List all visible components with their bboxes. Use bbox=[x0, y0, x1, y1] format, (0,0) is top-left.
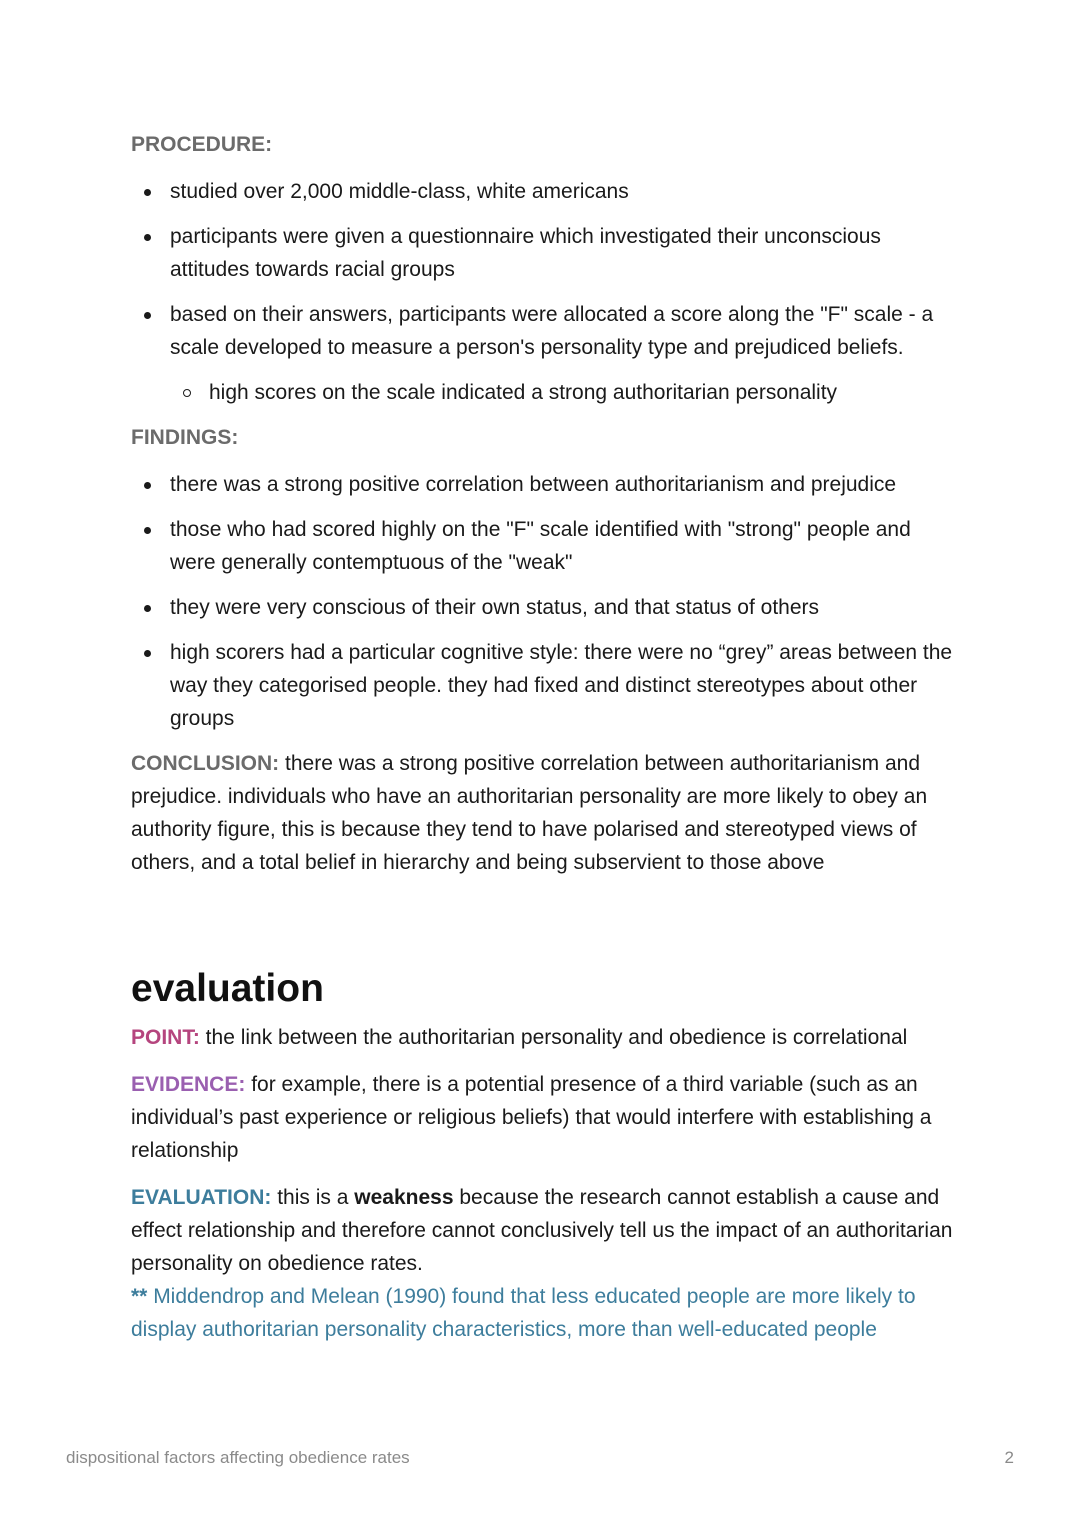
evidence-text: for example, there is a potential presence of a third variable (such as an individual’s past experience or religious beliefs) that would interfere with establishing a relationship bbox=[131, 1073, 932, 1162]
conclusion-paragraph bbox=[131, 747, 961, 879]
list-item: there was a strong positive correlation between authoritarianism and prejudice bbox=[131, 468, 961, 501]
point-paragraph bbox=[131, 1021, 961, 1054]
list-item bbox=[131, 298, 961, 409]
procedure-list bbox=[131, 175, 961, 409]
conclusion-text: there was a strong positive correlation between authoritarianism and prejudice. individuals who have an authoritarian personality are more likely to obey an authority figure, this is because they tend to have polarised and stereotyped views of others, and a total belief in hierarchy and being subservient to those above bbox=[131, 752, 928, 874]
list-item: they were very conscious of their own status, and that status of others bbox=[131, 591, 961, 624]
point-label: POINT: bbox=[131, 1026, 200, 1049]
point-text: the link between the authoritarian personality and obedience is correlational bbox=[199, 1026, 908, 1049]
evaluation-text-post: because the research cannot establish a cause and effect relationship and therefore cannot conclusively tell us the impact of an authoritarian personality on obedience rates. bbox=[131, 1186, 953, 1275]
evaluation-label: EVALUATION: bbox=[131, 1186, 272, 1209]
page-number: 2 bbox=[1004, 1448, 1014, 1467]
evidence-paragraph bbox=[131, 1068, 961, 1167]
findings-list bbox=[131, 468, 961, 735]
evaluation-weakness: weakness bbox=[354, 1186, 454, 1209]
procedure-label: PROCEDURE: bbox=[131, 133, 273, 156]
evaluation-paragraph bbox=[131, 1181, 961, 1280]
evaluation-text-pre: this is a bbox=[271, 1186, 355, 1209]
research-note bbox=[131, 1280, 961, 1346]
evidence-label: EVIDENCE: bbox=[131, 1073, 246, 1096]
note-stars: ** bbox=[131, 1285, 148, 1308]
conclusion-label: CONCLUSION: bbox=[131, 752, 280, 775]
list-item: high scorers had a particular cognitive style: there were no “grey” areas between the way they categorised people. they had fixed and distinct stereotypes about other groups bbox=[131, 636, 961, 735]
note-text: Middendrop and Melean (1990) found that less educated people are more likely to display authoritarian personality characteristics, more than well-educated people bbox=[131, 1285, 916, 1341]
findings-label: FINDINGS: bbox=[131, 426, 239, 449]
list-item: those who had scored highly on the "F" scale identified with "strong" people and were generally contemptuous of the "weak" bbox=[131, 513, 961, 579]
procedure-sub-list bbox=[170, 376, 961, 409]
list-item: studied over 2,000 middle-class, white americans bbox=[131, 175, 961, 208]
list-item: participants were given a questionnaire which investigated their unconscious attitudes towards racial groups bbox=[131, 220, 961, 286]
footer-title: dispositional factors affecting obedience rates bbox=[66, 1448, 410, 1467]
evaluation-heading: evaluation bbox=[131, 967, 324, 1010]
sub-list-item: high scores on the scale indicated a strong authoritarian personality bbox=[170, 376, 961, 409]
document-page bbox=[131, 128, 961, 1360]
list-item-text: based on their answers, participants were allocated a score along the "F" scale - a scale developed to measure a person's personality type and prejudiced beliefs. bbox=[170, 303, 934, 359]
